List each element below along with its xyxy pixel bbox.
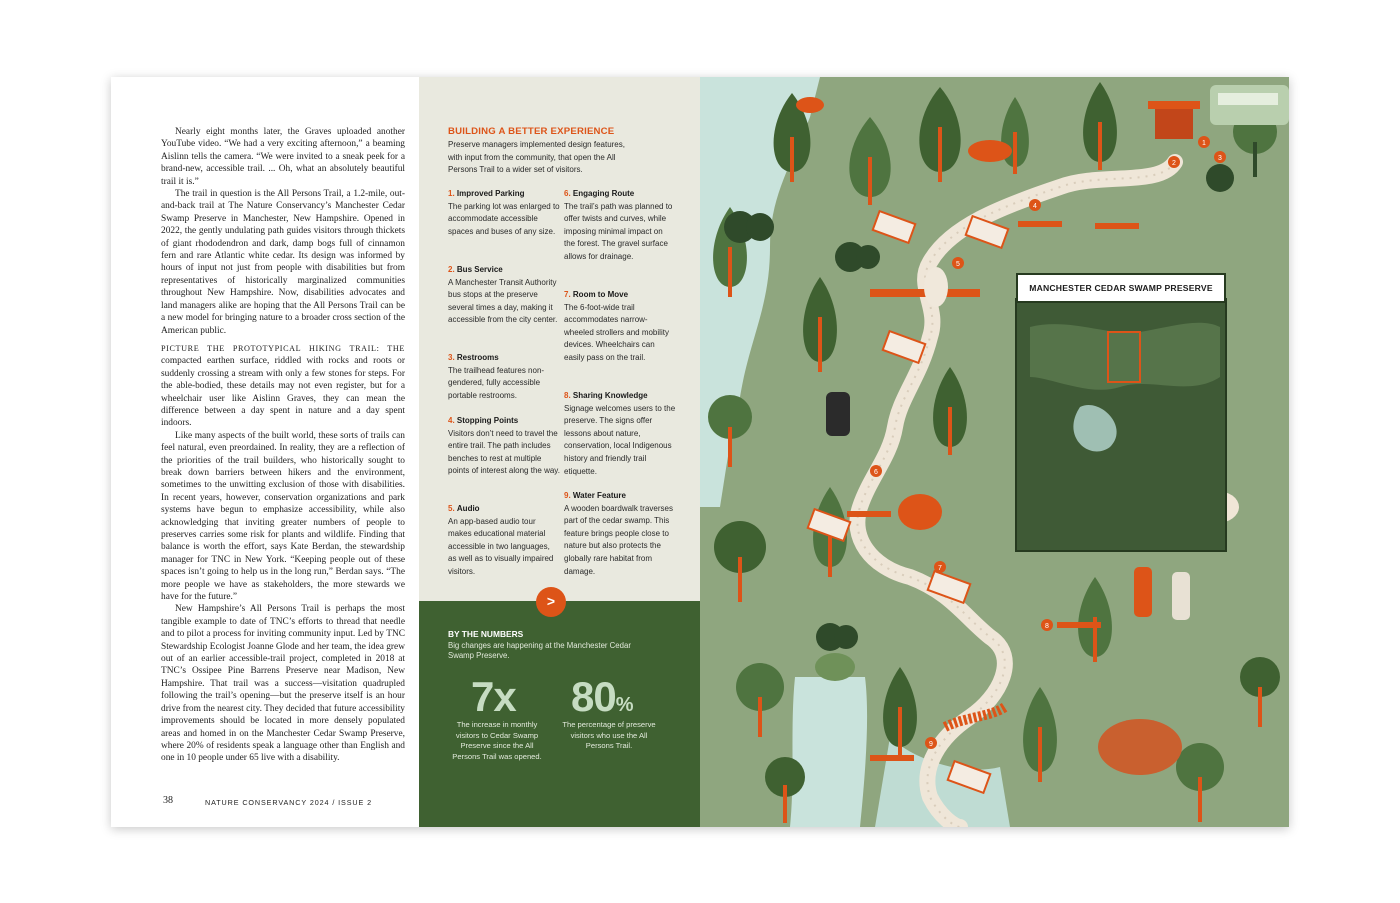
hiker-icon xyxy=(1172,572,1190,620)
svg-text:5: 5 xyxy=(956,261,960,268)
stat-suffix: % xyxy=(615,694,634,716)
feature-title: Bus Service xyxy=(456,265,503,274)
page-number: 38 xyxy=(163,795,173,806)
svg-text:6: 6 xyxy=(874,469,878,476)
feature-title: Improved Parking xyxy=(456,189,525,198)
feature-number: 2. xyxy=(448,265,455,274)
deer-icon xyxy=(968,140,1012,162)
feature-text: The parking lot was enlarged to accommodate accessible spaces and buses of any size. xyxy=(448,201,560,236)
feature-title: Room to Move xyxy=(572,290,629,299)
feature-number: 1. xyxy=(448,189,455,198)
hiker-icon xyxy=(1134,567,1152,617)
svg-text:3: 3 xyxy=(1218,155,1222,162)
feature-number: 3. xyxy=(448,353,455,362)
feature-title: Stopping Points xyxy=(456,416,519,425)
feature-title: Sharing Knowledge xyxy=(572,391,648,400)
section-text: compacted earthen surface, riddled with rocks and roots or suddenly crossing a stream with only a few stones for steps. For the able-bodied, these details may not even register, but for a wheelchair user like Aislinn Graves, they can mean the difference between a day spent in nature and a day spent indoors. xyxy=(161,356,405,429)
stat-number: 7x xyxy=(471,673,516,720)
arrow-right-icon[interactable]: > xyxy=(536,587,566,617)
article-paragraph: Like many aspects of the built world, these sorts of trails can feel natural, even preordained. In reality, they are a reflection of the priorities of the trail builders, who historically sought to break down barriers between hikers and the environment, sometimes to the unwitting exclusion of those with disabilities. In recent years, however, conservation organizations and park systems have begun to emphasize accessibility, while also acknowledging that inviting greater numbers of people to preserves carries some risk for plants and wildlife. Finding that balance is worth the effort, says Kate Berdan, the stewardship manager for TNC in New York. “Keeping people out of these spaces isn’t going to help us in the long run,” Berdan says. “The more people we have as stakeholders, the more stewards we have for the future.” xyxy=(161,430,405,603)
feature-text: The 6-foot-wide trail accommodates narrow-wheeled strollers and mobility devices. Wheelchairs can easily pass on the trail. xyxy=(564,302,669,362)
feature-number: 9. xyxy=(564,491,571,500)
feature-item xyxy=(564,490,676,578)
article-paragraph: The trail in question is the All Persons Trail, a 1.2-mile, out-and-back trail at The Nature Conservancy’s Manchester Cedar Swamp Preserve in Manchester, New Hampshire. Opened in 2022, the gently undulating path guides visitors through thickets of giant rhododendron and dark, damp bogs full of cinnamon fern and rare Atlantic white cedar. Its design was informed by hours of input not just from people with disabilities but from representatives of historically marginalized communities throughout New Hampshire. Now, disabilities advocates and land managers alike are hoping that the All Persons Trail can be a new model for bringing nature to a broader cross section of the American public. xyxy=(161,189,405,336)
numbers-heading: BY THE NUMBERS xyxy=(448,629,524,639)
stat-value xyxy=(471,673,516,721)
sidebar-heading: BUILDING A BETTER EXPERIENCE xyxy=(448,126,615,137)
bus-windows xyxy=(1218,93,1278,105)
feature-text: A Manchester Transit Authority bus stops at the preserve several times a day, making it accessible from the city center. xyxy=(448,277,558,325)
article-paragraph: Nearly eight months later, the Graves uploaded another YouTube video. “We had a very exciting afternoon,” a beaming Aislinn tells the camera. “We were invited to a sneak peek for a brand-new, accessible trail. ... Oh, what an absolutely beautiful trail it is.” xyxy=(161,127,405,187)
map-drawing xyxy=(700,77,1289,827)
feature-title: Audio xyxy=(456,504,480,513)
seated-person-icon xyxy=(924,267,948,307)
stat-caption: The increase in monthly visitors to Cedar Swamp Preserve since the All Persons Trail was opened. xyxy=(452,720,542,761)
magazine-spread xyxy=(111,77,1289,827)
svg-text:8: 8 xyxy=(1045,623,1049,630)
feature-item xyxy=(448,415,560,478)
by-the-numbers-box xyxy=(419,593,700,827)
stat-number: 80 xyxy=(571,673,616,720)
feature-text: Visitors don’t need to travel the entire trail. The path includes benches to rest at multiple points of interest along the way. xyxy=(448,428,560,476)
restroom-icon xyxy=(1206,164,1234,192)
svg-text:9: 9 xyxy=(929,741,933,748)
bear-icon xyxy=(1098,719,1182,775)
frog-icon xyxy=(815,653,855,681)
article-body xyxy=(161,126,405,765)
feature-item xyxy=(448,188,560,238)
stroller-parent-icon xyxy=(826,392,850,436)
feature-item xyxy=(564,390,676,478)
stat-caption: The percentage of preserve visitors who use the All Persons Trail. xyxy=(562,720,656,751)
feature-title: Engaging Route xyxy=(572,189,635,198)
stat-value xyxy=(571,673,634,721)
left-page xyxy=(111,77,419,827)
feature-text: The trail’s path was planned to offer twists and curves, while imposing minimal impact on the forest. The gravel surface allows for drainage. xyxy=(564,201,673,261)
sidebar-panel xyxy=(419,77,700,827)
feature-title: Restrooms xyxy=(456,353,499,362)
feature-number: 4. xyxy=(448,416,455,425)
feature-text: An app-based audio tour makes educational material accessible in two languages, as well as to visually impaired visitors. xyxy=(448,516,554,576)
numbers-intro: Big changes are happening at the Manchester Cedar Swamp Preserve. xyxy=(448,641,631,661)
sidebar-intro: Preserve managers implemented design features, with input from the community, that open the All Persons Trail to a wider set of visitors. xyxy=(448,140,625,175)
feature-item xyxy=(564,188,676,264)
feature-item xyxy=(448,352,560,402)
map-title-label: MANCHESTER CEDAR SWAMP PRESERVE xyxy=(1016,273,1226,303)
feature-item xyxy=(448,503,560,579)
feature-text: Signage welcomes users to the preserve. The signs offer lessons about nature, conservation, local Indigenous history and friendly trail etiquette. xyxy=(564,403,676,476)
section-opening xyxy=(161,343,405,430)
svg-text:2: 2 xyxy=(1172,160,1176,167)
feature-number: 8. xyxy=(564,391,571,400)
feature-number: 7. xyxy=(564,290,571,299)
section-lead: PICTURE THE PROTOTYPICAL HIKING TRAIL: THE xyxy=(161,343,405,353)
trail-map-illustration xyxy=(700,77,1289,827)
kiosk-roof-icon xyxy=(1148,101,1200,109)
pond-water xyxy=(790,677,867,827)
mobility-scooter-icon xyxy=(898,494,942,530)
svg-text:4: 4 xyxy=(1033,203,1037,210)
kiosk-board-icon xyxy=(1155,109,1193,139)
feature-number: 6. xyxy=(564,189,571,198)
svg-text:7: 7 xyxy=(938,565,942,572)
publication-title: NATURE CONSERVANCY 2024 / ISSUE 2 xyxy=(205,798,372,807)
article-paragraph: New Hampshire’s All Persons Trail is perhaps the most tangible example to date of TNC’s efforts to thread that needle and to pilot a process for inviting community input. Led by TNC Stewardship Ecologist Joanne Glode and her team, the idea grew out of an earlier accessible-trail project, completed in 2018 at TNC’s Ossipee Pine Barrens Preserve near Madison, New Hampshire. That trail was a success—visitation quadrupled following the trail’s opening—but the preserve itself is an hour drive from the nearest city. They decided that future accessibility improvements should be located in more densely populated areas and homed in on the Manchester Cedar Swamp Preserve, where 20% of residents speak a language other than English and one in 10 people under 65 live with a disability. xyxy=(161,604,405,764)
fox-icon xyxy=(796,97,824,113)
feature-item xyxy=(448,264,560,327)
feature-text: A wooden boardwalk traverses part of the cedar swamp. This feature brings people close to nature but also protects the globally rare habitat from damage. xyxy=(564,503,673,576)
feature-item xyxy=(564,289,676,365)
feature-title: Water Feature xyxy=(572,491,626,500)
feature-number: 5. xyxy=(448,504,455,513)
svg-text:1: 1 xyxy=(1202,140,1206,147)
feature-text: The trailhead features non-gendered, fully accessible portable restrooms. xyxy=(448,365,545,400)
